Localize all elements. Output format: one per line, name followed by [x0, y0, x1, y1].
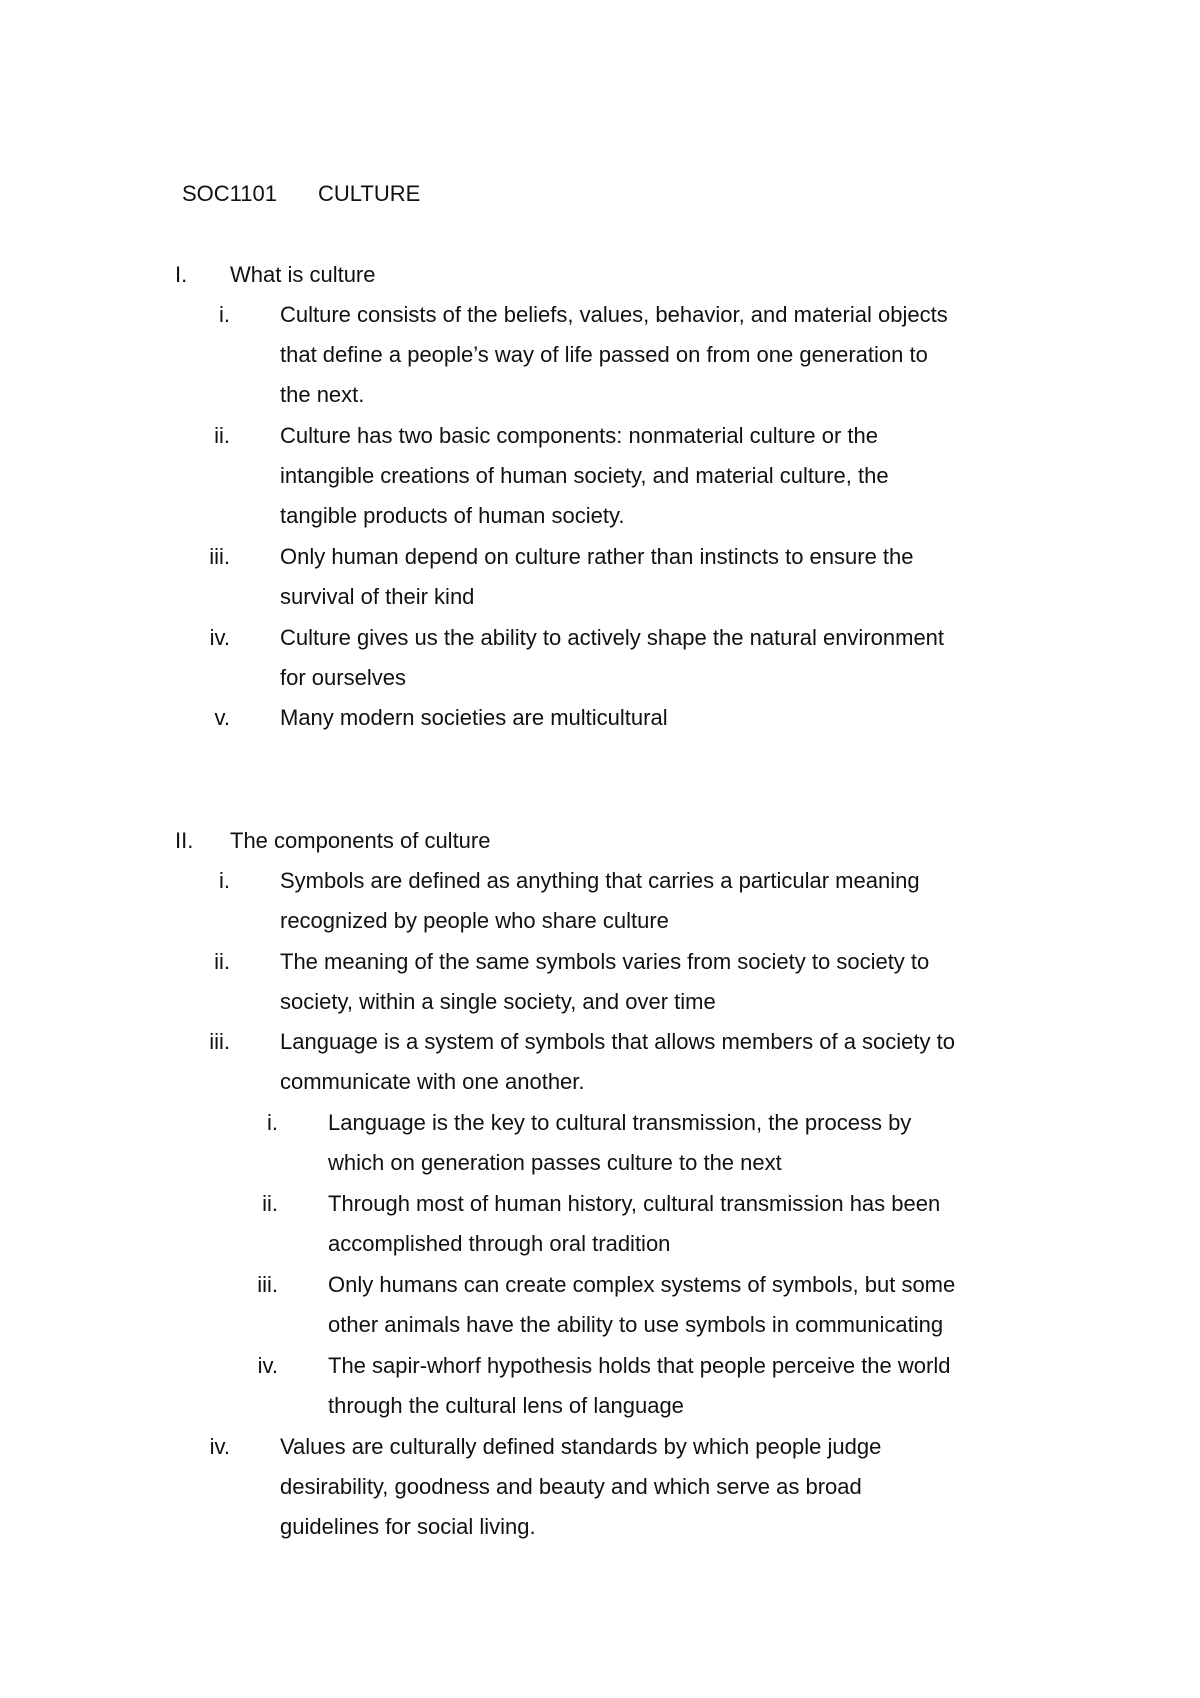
- list-item-numeral: ii.: [214, 949, 230, 974]
- sub-item-numeral: i.: [267, 1110, 278, 1135]
- sub-item-text: through the cultural lens of language: [328, 1393, 684, 1418]
- list-item-text: communicate with one another.: [280, 1069, 585, 1094]
- list-item-text: Culture has two basic components: nonmaterial culture or the: [280, 423, 878, 448]
- list-item-text: Culture gives us the ability to actively shape the natural environment: [280, 625, 945, 650]
- list-item-numeral: ii.: [214, 423, 230, 448]
- list-item-numeral: iv.: [209, 1434, 230, 1459]
- section-numeral: I.: [175, 262, 188, 287]
- sub-item-text: The sapir-whorf hypothesis holds that people perceive the world: [328, 1353, 951, 1378]
- list-item-numeral: i.: [219, 302, 230, 327]
- list-item-text: Only human depend on culture rather than instincts to ensure the: [280, 544, 914, 569]
- sub-item-numeral: iii.: [257, 1272, 278, 1297]
- section-numeral: II.: [175, 828, 194, 853]
- section-title: The components of culture: [230, 828, 491, 853]
- list-item-text: Many modern societies are multicultural: [280, 705, 668, 730]
- list-item-text: Language is a system of symbols that allows members of a society to: [280, 1029, 955, 1054]
- list-item-text: tangible products of human society.: [280, 503, 625, 528]
- list-item-text: desirability, goodness and beauty and which serve as broad: [280, 1474, 862, 1499]
- list-item-numeral: iii.: [209, 1029, 230, 1054]
- sub-item-numeral: ii.: [262, 1191, 278, 1216]
- list-item-numeral: iv.: [209, 625, 230, 650]
- list-item-text: Values are culturally defined standards by which people judge: [280, 1434, 882, 1459]
- sub-item-text: Language is the key to cultural transmission, the process by: [328, 1110, 912, 1135]
- list-item-text: the next.: [280, 382, 365, 407]
- sub-item-text: other animals have the ability to use symbols in communicating: [328, 1312, 944, 1337]
- section-title: What is culture: [230, 262, 376, 287]
- sub-item-text: which on generation passes culture to the next: [328, 1150, 782, 1175]
- list-item-text: survival of their kind: [280, 584, 475, 609]
- sub-item-text: accomplished through oral tradition: [328, 1231, 671, 1256]
- sub-item-numeral: iv.: [257, 1353, 278, 1378]
- list-item-text: Culture consists of the beliefs, values, behavior, and material objects: [280, 302, 948, 327]
- list-item-text: The meaning of the same symbols varies from society to society to: [280, 949, 930, 974]
- list-item-numeral: v.: [214, 705, 230, 730]
- list-item-text: recognized by people who share culture: [280, 908, 669, 933]
- list-item-text: that define a people’s way of life passed on from one generation to: [280, 342, 928, 367]
- sub-item-text: Through most of human history, cultural transmission has been: [328, 1191, 941, 1216]
- list-item-text: Symbols are defined as anything that carries a particular meaning: [280, 868, 920, 893]
- list-item-text: for ourselves: [280, 665, 406, 690]
- list-item-numeral: iii.: [209, 544, 230, 569]
- document-title: CULTURE: [318, 181, 421, 206]
- sub-item-text: Only humans can create complex systems of symbols, but some: [328, 1272, 956, 1297]
- list-item-text: intangible creations of human society, and material culture, the: [280, 463, 889, 488]
- course-code: SOC1101: [182, 181, 277, 206]
- list-item-text: guidelines for social living.: [280, 1514, 536, 1539]
- list-item-numeral: i.: [219, 868, 230, 893]
- list-item-text: society, within a single society, and over time: [280, 989, 716, 1014]
